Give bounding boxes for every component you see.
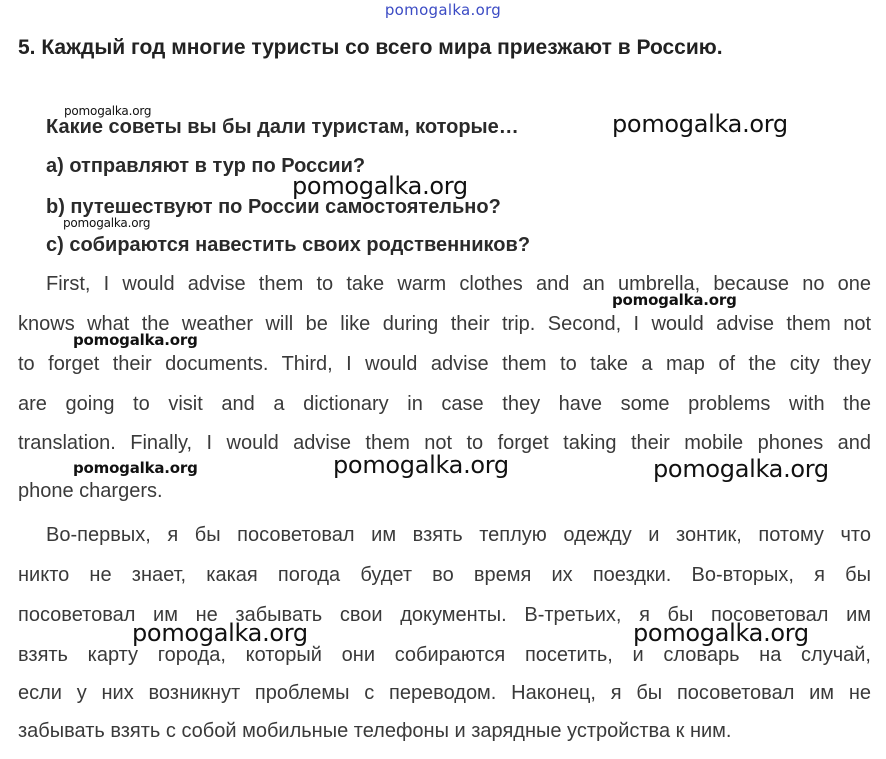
english-line: to forget their documents. Third, I would advise them to take a map of the city they — [18, 353, 871, 375]
question-lead: Какие советы вы бы дали туристам, которые… — [46, 116, 519, 138]
watermark: pomogalka.org — [73, 331, 198, 349]
russian-line: Во-первых, я бы посоветовал им взять теплую одежду и зонтик, потому что — [46, 524, 871, 546]
english-line: translation. Finally, I would advise them not to forget taking their mobile phones and — [18, 432, 871, 454]
english-line: phone chargers. — [18, 480, 163, 502]
task-heading — [18, 36, 723, 60]
watermark: pomogalka.org — [132, 619, 308, 647]
question-item-b: b) путешествуют по России самостоятельно? — [46, 196, 501, 218]
watermark: pomogalka.org — [73, 459, 198, 477]
watermark: pomogalka.org — [292, 172, 468, 200]
watermark: pomogalka.org — [633, 619, 809, 647]
english-line: are going to visit and a dictionary in case they have some problems with the — [18, 393, 871, 415]
question-item-c: c) собираются навестить своих родственников? — [46, 234, 531, 256]
english-line: First, I would advise them to take warm clothes and an umbrella, because no one — [46, 273, 871, 295]
watermark: pomogalka.org — [612, 291, 737, 309]
watermark: pomogalka.org — [612, 110, 788, 138]
top-watermark: pomogalka.org — [384, 1, 502, 19]
russian-line: никто не знает, какая погода будет во время их поездки. Во-вторых, я бы — [18, 564, 871, 586]
task-title: Каждый год многие туристы со всего мира приезжают в Россию. — [41, 36, 723, 59]
watermark: pomogalka.org — [64, 104, 152, 118]
watermark: pomogalka.org — [63, 216, 151, 230]
watermark: pomogalka.org — [333, 451, 509, 479]
russian-line: посоветовал им не забывать свои документы. В-третьих, я бы посоветовал им — [18, 604, 871, 626]
russian-line: если у них возникнут проблемы с переводом. Наконец, я бы посоветовал им не — [18, 682, 871, 704]
task-number: 5. — [18, 36, 36, 59]
russian-line: взять карту города, который они собираются посетить, и словарь на случай, — [18, 644, 871, 666]
russian-line: забывать взять с собой мобильные телефоны и зарядные устройства к ним. — [18, 720, 732, 742]
question-item-a: a) отправляют в тур по России? — [46, 155, 366, 177]
watermark: pomogalka.org — [653, 455, 829, 483]
english-line: knows what the weather will be like during their trip. Second, I would advise them not — [18, 313, 871, 335]
